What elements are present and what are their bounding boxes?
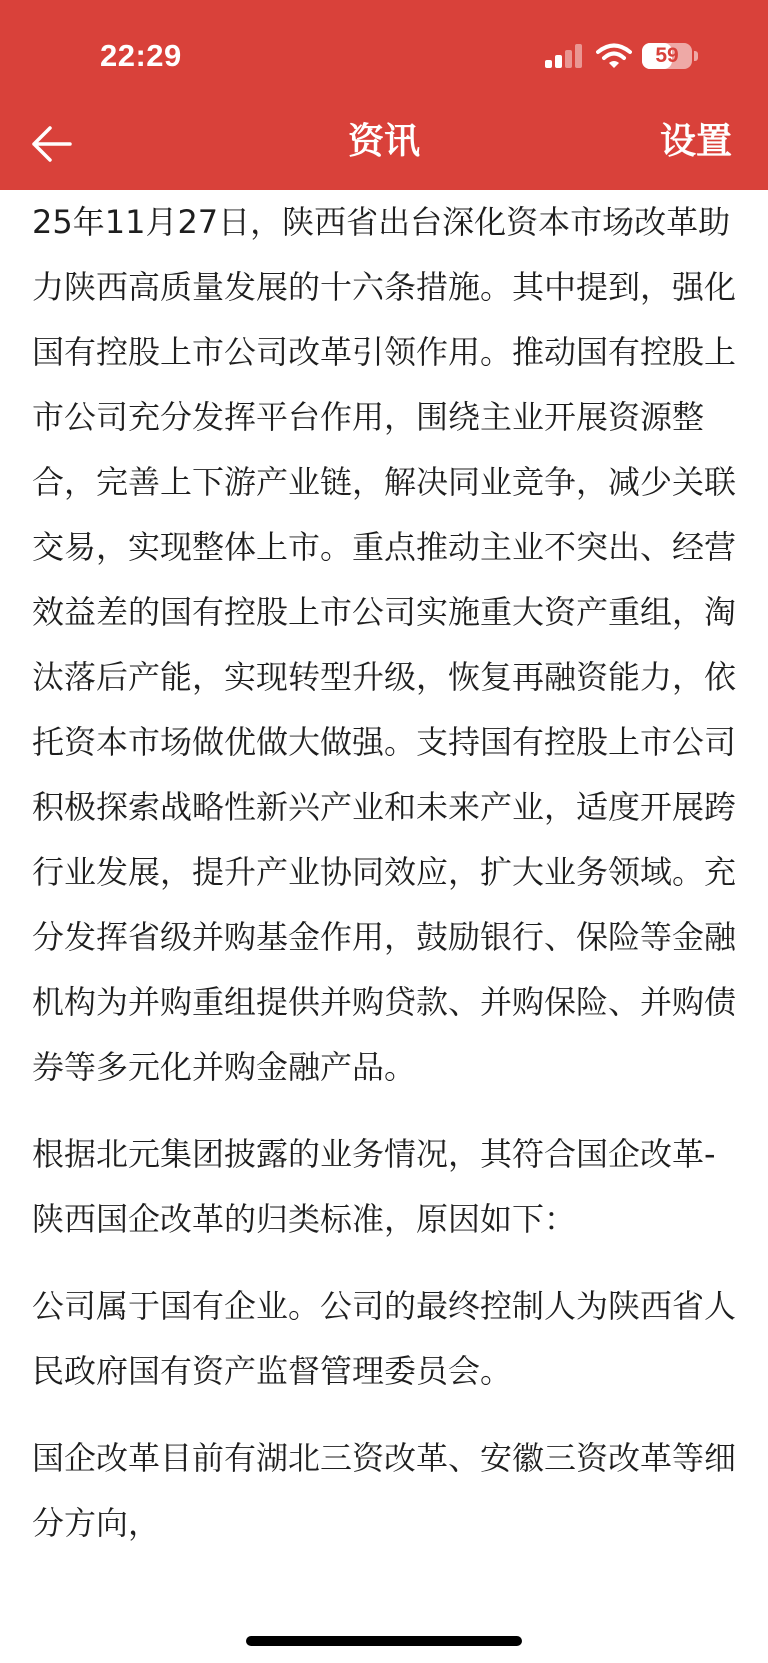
article-paragraph: 根据北元集团披露的业务情况，其符合国企改革-陕西国企改革的归类标准，原因如下： xyxy=(32,1135,716,1238)
back-arrow-icon[interactable] xyxy=(28,120,76,168)
battery-cap xyxy=(694,51,698,61)
cellular-signal-icon xyxy=(545,44,585,68)
wifi-icon xyxy=(596,42,632,70)
status-time: 22:29 xyxy=(100,38,182,73)
article-body xyxy=(32,190,742,1556)
battery-icon xyxy=(642,43,692,69)
article-paragraph: 公司属于国有企业。公司的最终控制人为陕西省人民政府国有资产监督管理委员会。 xyxy=(32,1287,737,1390)
page-title: 资讯 xyxy=(347,121,420,162)
article-paragraph: 国企改革目前有湖北三资改革、安徽三资改革等细分方向， xyxy=(32,1439,737,1542)
article-paragraph: 25年11月27日，陕西省出台深化资本市场改革助力陕西高质量发展的十六条措施。其中提到，强化国有控股上市公司改革引领作用。推动国有控股上市公司充分发挥平台作用，围绕主业开展资源整合，完善上下游产业链，解决同业竞争，减少关联交易，实现整体上市。重点推动主业不突出、经营效益差的国有控股上市公司实施重大资产重组，淘汰落后产能，实现转型升级，恢复再融资能力，依托资本市场做优做大做强。支持国有控股上市公司积极探索战略性新兴产业和未来产业，适度开展跨行业发展，提升产业协同效应，扩大业务领域。充分发挥省级并购基金作用，鼓励银行、保险等金融机构为并购重组提供并购贷款、并购保险、并购债券等多元化并购金融产品。 xyxy=(32,203,737,1086)
settings-button[interactable]: 设置 xyxy=(659,121,732,162)
top-bar xyxy=(0,0,768,190)
home-indicator[interactable] xyxy=(246,1636,522,1646)
battery-level: 59 xyxy=(655,44,679,67)
